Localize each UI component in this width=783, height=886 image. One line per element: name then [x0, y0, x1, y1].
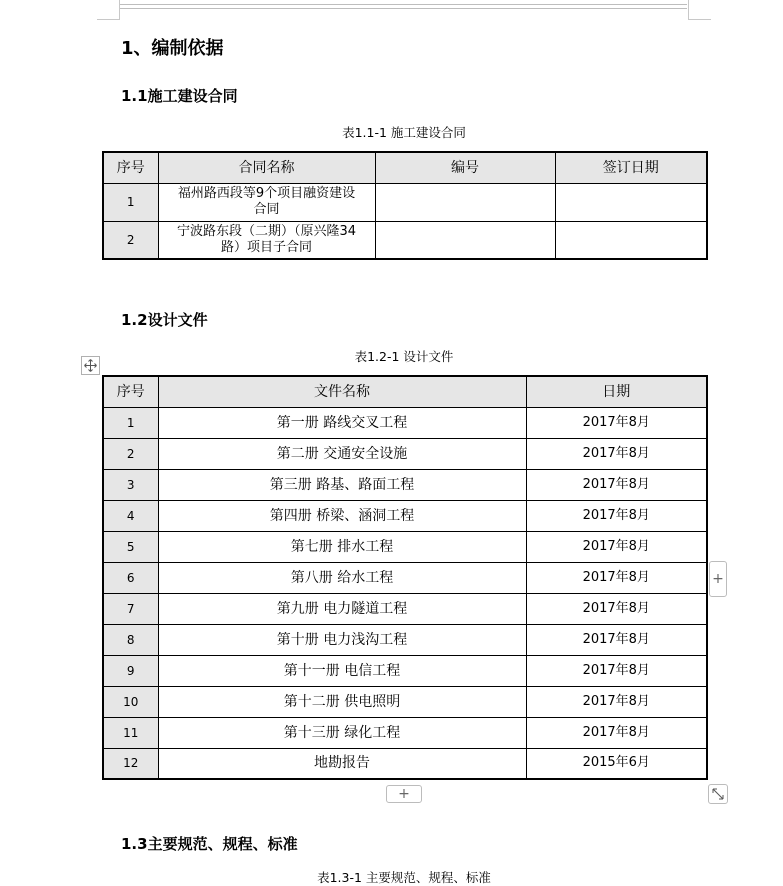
contract-name-line: 合同: [253, 202, 280, 217]
row-number: 6: [103, 562, 158, 593]
table-resize-handle[interactable]: [708, 784, 728, 804]
file-name[interactable]: 第三册 路基、路面工程: [158, 469, 526, 500]
table-row: [103, 562, 707, 593]
table-header-row: [103, 152, 707, 183]
header-cell: 序号: [103, 376, 158, 407]
row-number: 3: [103, 469, 158, 500]
move-arrows-icon: [84, 359, 97, 372]
table-header-row: [103, 376, 707, 407]
file-date[interactable]: 2017年8月: [526, 686, 707, 717]
file-name[interactable]: 地勘报告: [158, 748, 526, 779]
header-cell: 序号: [103, 152, 158, 183]
row-number: 4: [103, 500, 158, 531]
contract-code[interactable]: [375, 221, 555, 259]
contract-name-line: 路）项目子合同: [220, 239, 312, 255]
table-row: [103, 407, 707, 438]
file-name[interactable]: 第四册 桥梁、涵洞工程: [158, 500, 526, 531]
contracts-table: [102, 151, 708, 260]
file-name[interactable]: 第二册 交通安全设施: [158, 438, 526, 469]
row-number: 2: [103, 438, 158, 469]
file-name[interactable]: 第一册 路线交叉工程: [158, 407, 526, 438]
contract-name[interactable]: [158, 221, 375, 259]
file-name[interactable]: 第八册 给水工程: [158, 562, 526, 593]
header-cell: 编号: [375, 152, 555, 183]
file-date[interactable]: 2017年8月: [526, 531, 707, 562]
resize-diagonal-icon: [712, 788, 724, 800]
table-row: [103, 748, 707, 779]
heading-section-1-1: 1.1施工建设合同: [121, 87, 238, 105]
design-files-table: [102, 375, 708, 780]
row-number: 2: [103, 221, 158, 259]
contract-name-line: 宁波路东段（二期）（原兴隆34: [176, 223, 357, 239]
contract-date[interactable]: [555, 183, 707, 221]
header-cell: 合同名称: [158, 152, 375, 183]
table-row: [103, 624, 707, 655]
table-row: [103, 593, 707, 624]
row-number: 11: [103, 717, 158, 748]
add-column-button[interactable]: +: [709, 561, 727, 597]
heading-section-1: 1、编制依据: [121, 38, 224, 59]
table-row: [103, 469, 707, 500]
file-name[interactable]: 第十二册 供电照明: [158, 686, 526, 717]
file-date[interactable]: 2017年8月: [526, 655, 707, 686]
caption-table-1-2: 表1.2-1 设计文件: [354, 349, 454, 364]
file-date[interactable]: 2017年8月: [526, 593, 707, 624]
contract-name[interactable]: [158, 183, 375, 221]
contract-date[interactable]: [555, 221, 707, 259]
row-number: 9: [103, 655, 158, 686]
file-date[interactable]: 2017年8月: [526, 469, 707, 500]
file-date[interactable]: 2017年8月: [526, 500, 707, 531]
row-number: 5: [103, 531, 158, 562]
margin-corner-top-right: [688, 0, 711, 20]
row-number: 12: [103, 748, 158, 779]
table-row: [103, 221, 707, 259]
header-cell: 签订日期: [555, 152, 707, 183]
row-number: 7: [103, 593, 158, 624]
header-cell: 文件名称: [158, 376, 526, 407]
table-row: [103, 531, 707, 562]
table-row: [103, 655, 707, 686]
file-date[interactable]: 2015年6月: [526, 748, 707, 779]
contract-name-line: 福州路西段等9个项目融资建设: [177, 186, 356, 201]
heading-section-1-2: 1.2设计文件: [121, 311, 208, 329]
margin-corner-top-left: [97, 0, 120, 20]
caption-table-1-1: 表1.1-1 施工建设合同: [342, 125, 466, 140]
file-name[interactable]: 第七册 排水工程: [158, 531, 526, 562]
heading-section-1-3: 1.3主要规范、规程、标准: [121, 835, 298, 853]
table-row: [103, 686, 707, 717]
contract-code[interactable]: [375, 183, 555, 221]
file-date[interactable]: 2017年8月: [526, 624, 707, 655]
file-name[interactable]: 第九册 电力隧道工程: [158, 593, 526, 624]
row-number: 8: [103, 624, 158, 655]
row-number: 1: [103, 407, 158, 438]
caption-table-1-3: 表1.3-1 主要规范、规程、标准: [317, 870, 491, 885]
table-row: [103, 717, 707, 748]
file-date[interactable]: 2017年8月: [526, 438, 707, 469]
table-move-handle[interactable]: [81, 356, 100, 375]
add-row-button[interactable]: +: [386, 785, 422, 803]
table-row: [103, 438, 707, 469]
file-name[interactable]: 第十一册 电信工程: [158, 655, 526, 686]
header-cell: 日期: [526, 376, 707, 407]
page-top-edge: [120, 4, 687, 9]
table-row: [103, 500, 707, 531]
file-name[interactable]: 第十册 电力浅沟工程: [158, 624, 526, 655]
file-date[interactable]: 2017年8月: [526, 407, 707, 438]
row-number: 1: [103, 183, 158, 221]
table-row: [103, 183, 707, 221]
file-date[interactable]: 2017年8月: [526, 562, 707, 593]
row-number: 10: [103, 686, 158, 717]
file-name[interactable]: 第十三册 绿化工程: [158, 717, 526, 748]
file-date[interactable]: 2017年8月: [526, 717, 707, 748]
